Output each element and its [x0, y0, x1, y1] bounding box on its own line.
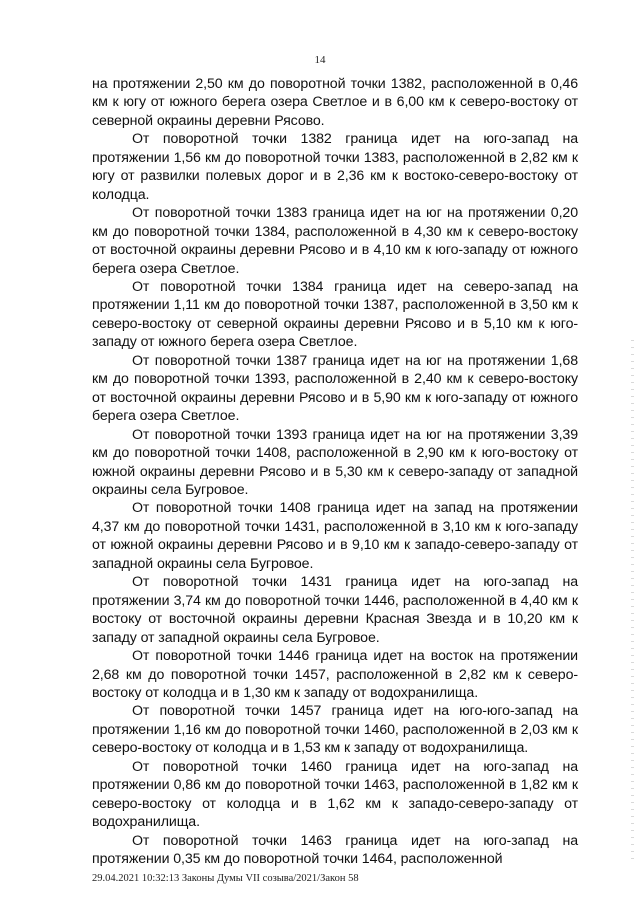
document-body — [92, 75, 578, 868]
paragraph: От поворотной точки 1408 граница идет на запад на протяжении 4,37 км до поворотной точки 1431, расположенной в 3,10 км к юго-западу от южной окраины деревни Рясово и в 9,10 км к западо-северо-западу от западной окраины села Бугровое. — [92, 500, 578, 572]
paragraph: От поворотной точки 1446 граница идет на восток на протяжении 2,68 км до поворотной точки 1457, расположенной в 2,82 км к северо-востоку от колодца и в 1,30 км к западу от водохранилища. — [92, 648, 578, 701]
margin-scan-marks — [631, 340, 634, 860]
paragraph: От поворотной точки 1387 граница идет на юг на протяжении 1,68 км до поворотной точки 1393, расположенной в 2,40 км к северо-востоку от восточной окраины деревни Рясово и в 5,90 км к юго-западу от южного берега озера Светлое. — [92, 352, 578, 425]
paragraph: От поворотной точки 1460 граница идет на юго-запад на протяжении 0,86 км до поворотной точки 1463, расположенной в 1,82 км к северо-востоку от колодца и в 1,62 км к западо-северо-западу от водохранилища. — [92, 758, 578, 831]
paragraph: От поворотной точки 1431 граница идет на юго-запад на протяжении 3,74 км до поворотной точки 1446, расположенной в 4,40 км к востоку от восточной окраины деревни Красная Звезда и в 10,20 км к западу от западной окраины села Бугровое. — [92, 574, 578, 646]
paragraph: на протяжении 2,50 км до поворотной точки 1382, расположенной в 0,46 км к югу от южного берега озера Светлое и в 6,00 км к северо-востоку от северной окраины деревни Рясово. — [92, 76, 578, 129]
paragraph: От поворотной точки 1384 граница идет на северо-запад на протяжении 1,11 км до поворотной точки 1387, расположенной в 3,50 км к северо-востоку от северной окраины деревни Рясово и в 5,10 км к юго-западу от южного берега озера Светлое. — [92, 278, 578, 351]
document-footer: 29.04.2021 10:32:13 Законы Думы VII созыва/2021/Закон 58 — [92, 873, 359, 884]
page-number: 14 — [314, 54, 326, 66]
paragraph: От поворотной точки 1463 граница идет на юго-запад на протяжении 0,35 км до поворотной точки 1464, расположенной — [92, 832, 578, 868]
paragraph: От поворотной точки 1382 граница идет на юго-запад на протяжении 1,56 км до поворотной точки 1383, расположенной в 2,82 км к югу от развилки полевых дорог и в 2,36 км к востоко-северо-востоку от колодца. — [92, 131, 578, 203]
paragraph: От поворотной точки 1383 граница идет на юг на протяжении 0,20 км до поворотной точки 1384, расположенной в 4,30 км к северо-востоку от восточной окраины деревни Рясово и в 4,10 км к юго-западу от южного берега озера Светлое. — [92, 205, 578, 277]
paragraph: От поворотной точки 1393 граница идет на юг на протяжении 3,39 км до поворотной точки 1408, расположенной в 2,90 км к юго-востоку от южной окраины деревни Рясово и в 5,30 км к северо-западу от западной окраины села Бугровое. — [92, 426, 578, 498]
paragraph: От поворотной точки 1457 граница идет на юго-юго-запад на протяжении 1,16 км до поворотной точки 1460, расположенной в 2,03 км к северо-востоку от колодца и в 1,53 км к западу от водохранилища. — [92, 703, 578, 757]
